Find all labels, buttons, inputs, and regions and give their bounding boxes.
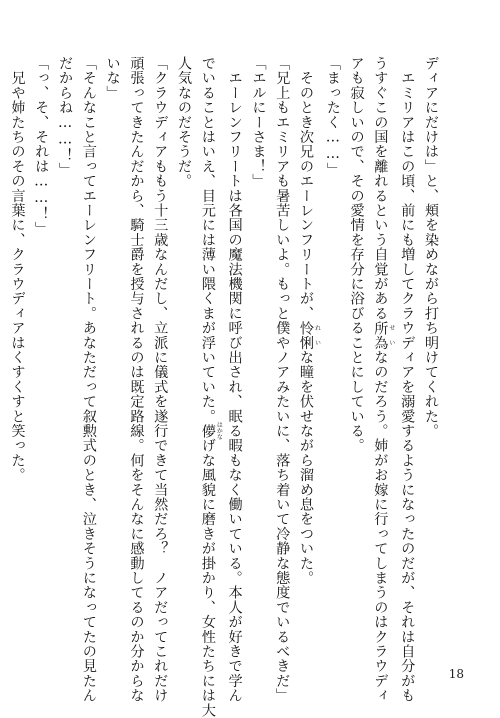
- text-line-4: アも寂しいので、その愛情を存分に浴びることにしている。: [348, 56, 365, 453]
- text-line-17: 「っ、そ、それは……！」: [33, 56, 50, 236]
- text-line-12: 「クラウディアももう十三歳なんだし、立派に儀式を遂行できて当然だろ？ ノアだってこれだけ: [152, 56, 169, 703]
- ruby-sei-reading: せい: [387, 320, 395, 350]
- text-line-13: 頑張ってきたんだから、騎士爵を授与されるのは既定路線。何をそんなに感動してるのか分からな: [128, 56, 145, 703]
- text-line-1: ディアにだけは」と、頬を染めながら打ち明けてくれた。: [423, 56, 439, 439]
- text-line-3: うすぐこの国を離れるという自覚がある所為 せいなのだろう。姉がお嫁に行ってしまうのはクラウディ: [372, 56, 395, 703]
- text-line-18: 兄や姉たちのその言葉に、クラウディアはくすくすと笑った。: [9, 56, 26, 483]
- ruby-sei: 所為 せい: [372, 320, 395, 351]
- text-line-7: 「兄上もエミリアも暑苦しいよ。もっと僕やノアみたいに、落ち着いて冷静な態度でいるべきだ」: [274, 56, 291, 703]
- vertical-text-block: [5, 56, 442, 718]
- text-line-6: そのとき次兄のエーレンフリートが、怜悧 れいな瞳を伏せながら溜め息をついた。: [298, 56, 321, 586]
- text-line-10: でいることはいえ、目元には薄い隈くまが浮いていた。儚 はかなげな風貌に磨きが掛かり、女性たちには大: [199, 56, 223, 718]
- text-line-15: 「そんなこと言ってエーレンフリート。あなただって叙勲式のとき、泣きそうになってたの見たん: [80, 56, 97, 703]
- text-line-11: 人気なのだそうだ。: [176, 56, 193, 189]
- text-line-16: だからね……！」: [57, 56, 74, 178]
- text-line-5: 「まったく……」: [324, 56, 341, 178]
- text-line-14: いな」: [104, 56, 121, 101]
- ruby-hakana: 儚 はかな: [199, 421, 223, 440]
- page-number: 18: [448, 667, 464, 681]
- text-line-9: エーレンフリートは各国の魔法機関に呼び出され、眠る暇もなく働いている。本人が好きで学ん: [226, 56, 243, 703]
- ruby-hakana-reading: はかな: [215, 421, 223, 440]
- ruby-rei: 怜悧 れい: [298, 320, 321, 351]
- text-line-8: 「エルにーさま！」: [250, 56, 267, 189]
- ruby-rei-reading: れい: [313, 320, 321, 350]
- text-line-2: エミリアはこの頃、前にも増してクラウディアを溺愛するようになったのだが、それは自分がも: [399, 56, 416, 703]
